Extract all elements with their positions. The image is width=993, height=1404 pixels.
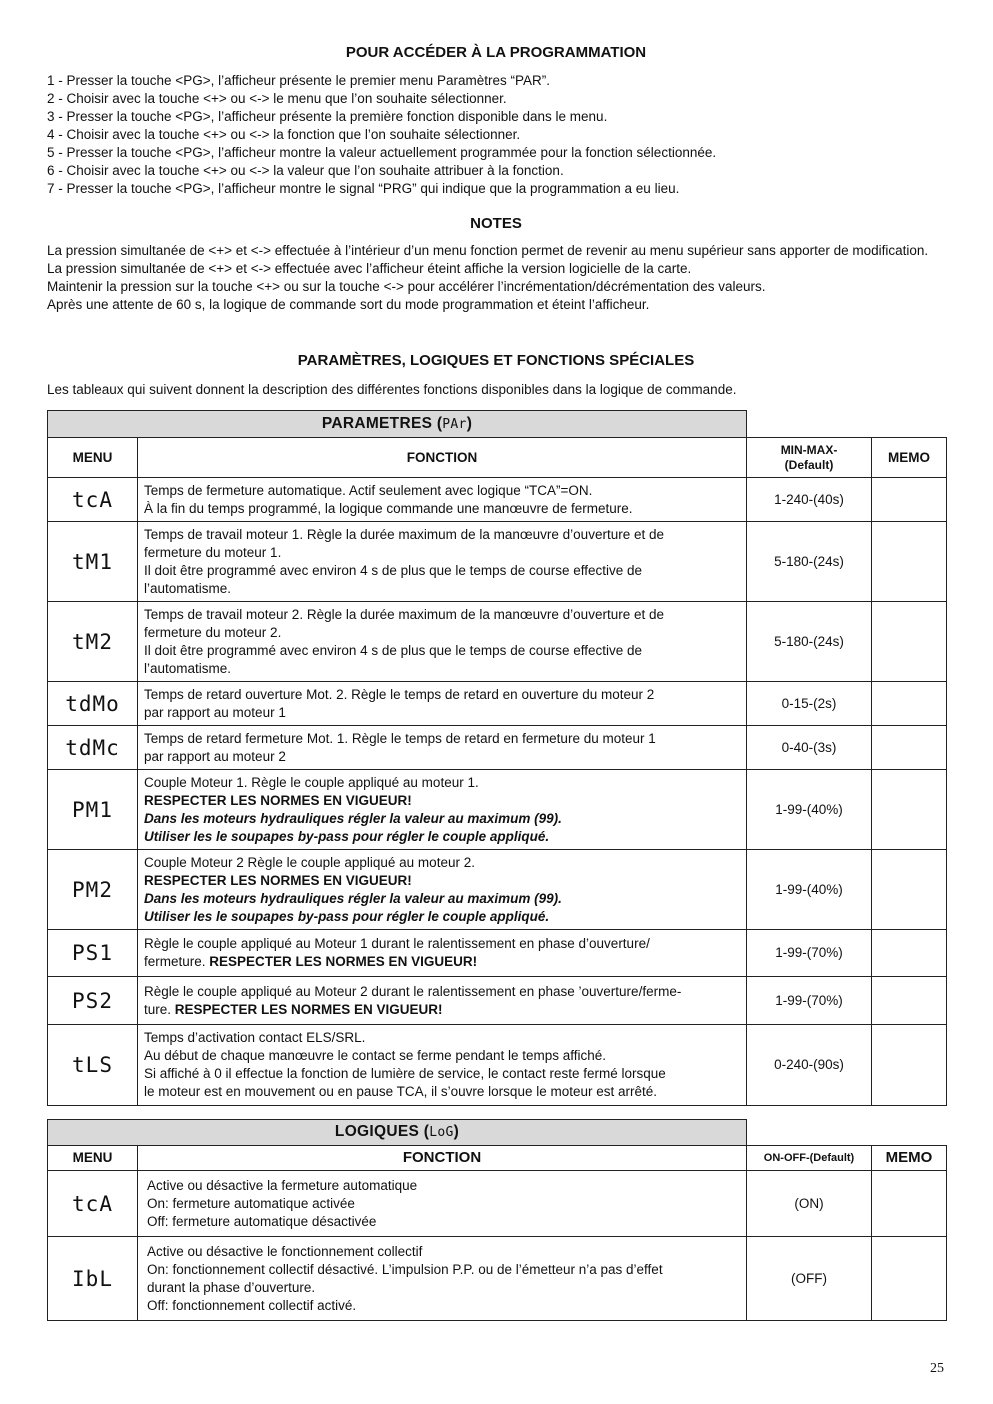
range-value: 0-15-(2s) bbox=[747, 682, 872, 726]
range-value: 1-99-(40%) bbox=[747, 770, 872, 850]
note-line: Maintenir la pression sur la touche <+> ou sur la touche <-> pour accélérer l’incrémentation/décrémentation des valeurs. bbox=[47, 279, 766, 294]
function-description: Temps d’activation contact ELS/SRL. Au début de chaque manœuvre le contact se ferme pendant le temps affiché. Si affiché à 0 il effectue la fonction de lumière de service, le contact reste fermé lorsque le moteur est en mouvement ou en pause TCA, il s’ouvre lorsque le moteur est arrêté. bbox=[138, 1025, 747, 1106]
header-menu: MENU bbox=[48, 1146, 138, 1171]
function-description: Temps de travail moteur 1. Règle la durée maximum de la manœuvre d’ouverture et de fermeture du moteur 1. Il doit être programmé avec environ 4 s de plus que le temps de course effective de l’automatisme. bbox=[138, 522, 747, 602]
header-menu: MENU bbox=[48, 438, 138, 478]
table-row bbox=[48, 726, 947, 770]
menu-code: PM1 bbox=[48, 770, 138, 850]
header-fonction: FONCTION bbox=[138, 438, 747, 478]
section-title-parameters: PARAMÈTRES, LOGIQUES ET FONCTIONS SPÉCIALES bbox=[297, 352, 695, 369]
range-value: 1-99-(40%) bbox=[747, 850, 872, 930]
section-title-programming: POUR ACCÉDER À LA PROGRAMMATION bbox=[345, 44, 647, 61]
header-on-off: ON-OFF-(Default) bbox=[747, 1146, 872, 1171]
memo-cell bbox=[872, 930, 947, 977]
note-line: La pression simultanée de <+> et <-> effectuée à l’intérieur d’un menu fonction permet de revenir au menu supérieur sans apporter de modification. bbox=[47, 243, 929, 258]
note-line: La pression simultanée de <+> et <-> effectuée avec l’afficheur éteint affiche la version logicielle de la carte. bbox=[47, 261, 692, 276]
memo-cell bbox=[872, 682, 947, 726]
table-row bbox=[48, 930, 947, 977]
memo-cell bbox=[872, 478, 947, 522]
memo-cell bbox=[872, 770, 947, 850]
range-value: 5-180-(24s) bbox=[747, 522, 872, 602]
table-row bbox=[48, 1237, 947, 1321]
menu-code: tLS bbox=[48, 1025, 138, 1106]
table-row bbox=[48, 1025, 947, 1106]
step-line: 5 - Presser la touche <PG>, l’afficheur montre la valeur actuellement programmée pour la fonction sélectionnée. bbox=[47, 145, 717, 160]
menu-code: tcA bbox=[48, 478, 138, 522]
table-row bbox=[48, 977, 947, 1025]
menu-code: IbL bbox=[48, 1237, 138, 1321]
parameters-table-title: PARAMETRES (PAr) bbox=[48, 411, 747, 438]
section-intro bbox=[47, 381, 947, 399]
section-title-notes: NOTES bbox=[470, 215, 522, 232]
memo-cell bbox=[872, 1025, 947, 1106]
parameters-table bbox=[47, 410, 947, 1106]
menu-code: tdMc bbox=[48, 726, 138, 770]
logic-table-title: LOGIQUES (LoG) bbox=[48, 1120, 747, 1146]
range-value: 1-240-(40s) bbox=[747, 478, 872, 522]
step-line: 3 - Presser la touche <PG>, l’afficheur présente la première fonction disponible dans le menu. bbox=[47, 109, 608, 124]
function-description: Temps de retard fermeture Mot. 1. Règle le temps de retard en fermeture du moteur 1 par rapport au moteur 2 bbox=[138, 726, 747, 770]
table-row bbox=[48, 850, 947, 930]
note-line: Après une attente de 60 s, la logique de commande sort du mode programmation et éteint l’afficheur. bbox=[47, 297, 650, 312]
menu-code: PS1 bbox=[48, 930, 138, 977]
function-description: Temps de retard ouverture Mot. 2. Règle le temps de retard en ouverture du moteur 2 par rapport au moteur 1 bbox=[138, 682, 747, 726]
function-description: Règle le couple appliqué au Moteur 1 durant le ralentissement en phase d’ouverture/ fermeture. RESPECTER LES NORMES EN VIGUEUR! bbox=[138, 930, 747, 977]
table-row bbox=[48, 602, 947, 682]
function-description: Temps de travail moteur 2. Règle la durée maximum de la manœuvre d’ouverture et de fermeture du moteur 2. Il doit être programmé avec environ 4 s de plus que le temps de course effective de l’automatisme. bbox=[138, 602, 747, 682]
table-row bbox=[48, 1171, 947, 1237]
header-memo: MEMO bbox=[872, 1146, 947, 1171]
programming-steps bbox=[47, 72, 947, 198]
memo-cell bbox=[872, 1237, 947, 1321]
menu-code: tM2 bbox=[48, 602, 138, 682]
menu-code: PM2 bbox=[48, 850, 138, 930]
default-value: (OFF) bbox=[747, 1237, 872, 1321]
step-line: 2 - Choisir avec la touche <+> ou <-> le menu que l’on souhaite sélectionner. bbox=[47, 91, 507, 106]
function-description: Couple Moteur 1. Règle le couple appliqué au moteur 1. RESPECTER LES NORMES EN VIGUEUR! Dans les moteurs hydrauliques régler la valeur au maximum (99). Utiliser les le soupapes by-pass pour régler le couple appliqué. bbox=[138, 770, 747, 850]
table-row bbox=[48, 770, 947, 850]
header-fonction: FONCTION bbox=[138, 1146, 747, 1171]
memo-cell bbox=[872, 726, 947, 770]
logic-table bbox=[47, 1119, 947, 1321]
function-description: Active ou désactive le fonctionnement collectif On: fonctionnement collectif désactivé. L’impulsion P.P. ou de l’émetteur n’a pas d’effet durant la phase d’ouverture. Off: fonctionnement collectif activé. bbox=[138, 1237, 747, 1321]
menu-code: tdMo bbox=[48, 682, 138, 726]
notes-text bbox=[47, 242, 947, 314]
function-description: Couple Moteur 2 Règle le couple appliqué au moteur 2. RESPECTER LES NORMES EN VIGUEUR! Dans les moteurs hydrauliques régler la valeur au maximum (99). Utiliser les le soupapes by-pass pour régler le couple appliqué. bbox=[138, 850, 747, 930]
function-description: Règle le couple appliqué au Moteur 2 durant le ralentissement en phase ’ouverture/ferme- ture. RESPECTER LES NORMES EN VIGUEUR! bbox=[138, 977, 747, 1025]
range-value: 1-99-(70%) bbox=[747, 930, 872, 977]
header-memo: MEMO bbox=[872, 438, 947, 478]
default-value: (ON) bbox=[747, 1171, 872, 1237]
menu-code: PS2 bbox=[48, 977, 138, 1025]
function-description: Temps de fermeture automatique. Actif seulement avec logique “TCA”=ON. À la fin du temps programmé, la logique commande une manœuvre de fermeture. bbox=[138, 478, 747, 522]
menu-code: tM1 bbox=[48, 522, 138, 602]
function-description: Active ou désactive la fermeture automatique On: fermeture automatique activée Off: fermeture automatique désactivée bbox=[138, 1171, 747, 1237]
range-value: 0-40-(3s) bbox=[747, 726, 872, 770]
memo-cell bbox=[872, 977, 947, 1025]
table-row bbox=[48, 478, 947, 522]
memo-cell bbox=[872, 1171, 947, 1237]
header-min-max: MIN-MAX- (Default) bbox=[747, 438, 872, 478]
menu-code: tcA bbox=[48, 1171, 138, 1237]
table-row bbox=[48, 682, 947, 726]
intro-line: Les tableaux qui suivent donnent la description des différentes fonctions disponibles dans la logique de commande. bbox=[47, 382, 737, 397]
memo-cell bbox=[872, 602, 947, 682]
step-line: 7 - Presser la touche <PG>, l’afficheur montre le signal “PRG” qui indique que la programmation a eu lieu. bbox=[47, 181, 680, 196]
step-line: 1 - Presser la touche <PG>, l’afficheur présente le premier menu Paramètres “PAR”. bbox=[47, 73, 550, 88]
page-number: 25 bbox=[930, 1361, 944, 1376]
table-row bbox=[48, 522, 947, 602]
step-line: 4 - Choisir avec la touche <+> ou <-> la fonction que l’on souhaite sélectionner. bbox=[47, 127, 521, 142]
step-line: 6 - Choisir avec la touche <+> ou <-> la valeur que l’on souhaite attribuer à la fonction. bbox=[47, 163, 564, 178]
range-value: 5-180-(24s) bbox=[747, 602, 872, 682]
range-value: 0-240-(90s) bbox=[747, 1025, 872, 1106]
memo-cell bbox=[872, 522, 947, 602]
range-value: 1-99-(70%) bbox=[747, 977, 872, 1025]
memo-cell bbox=[872, 850, 947, 930]
